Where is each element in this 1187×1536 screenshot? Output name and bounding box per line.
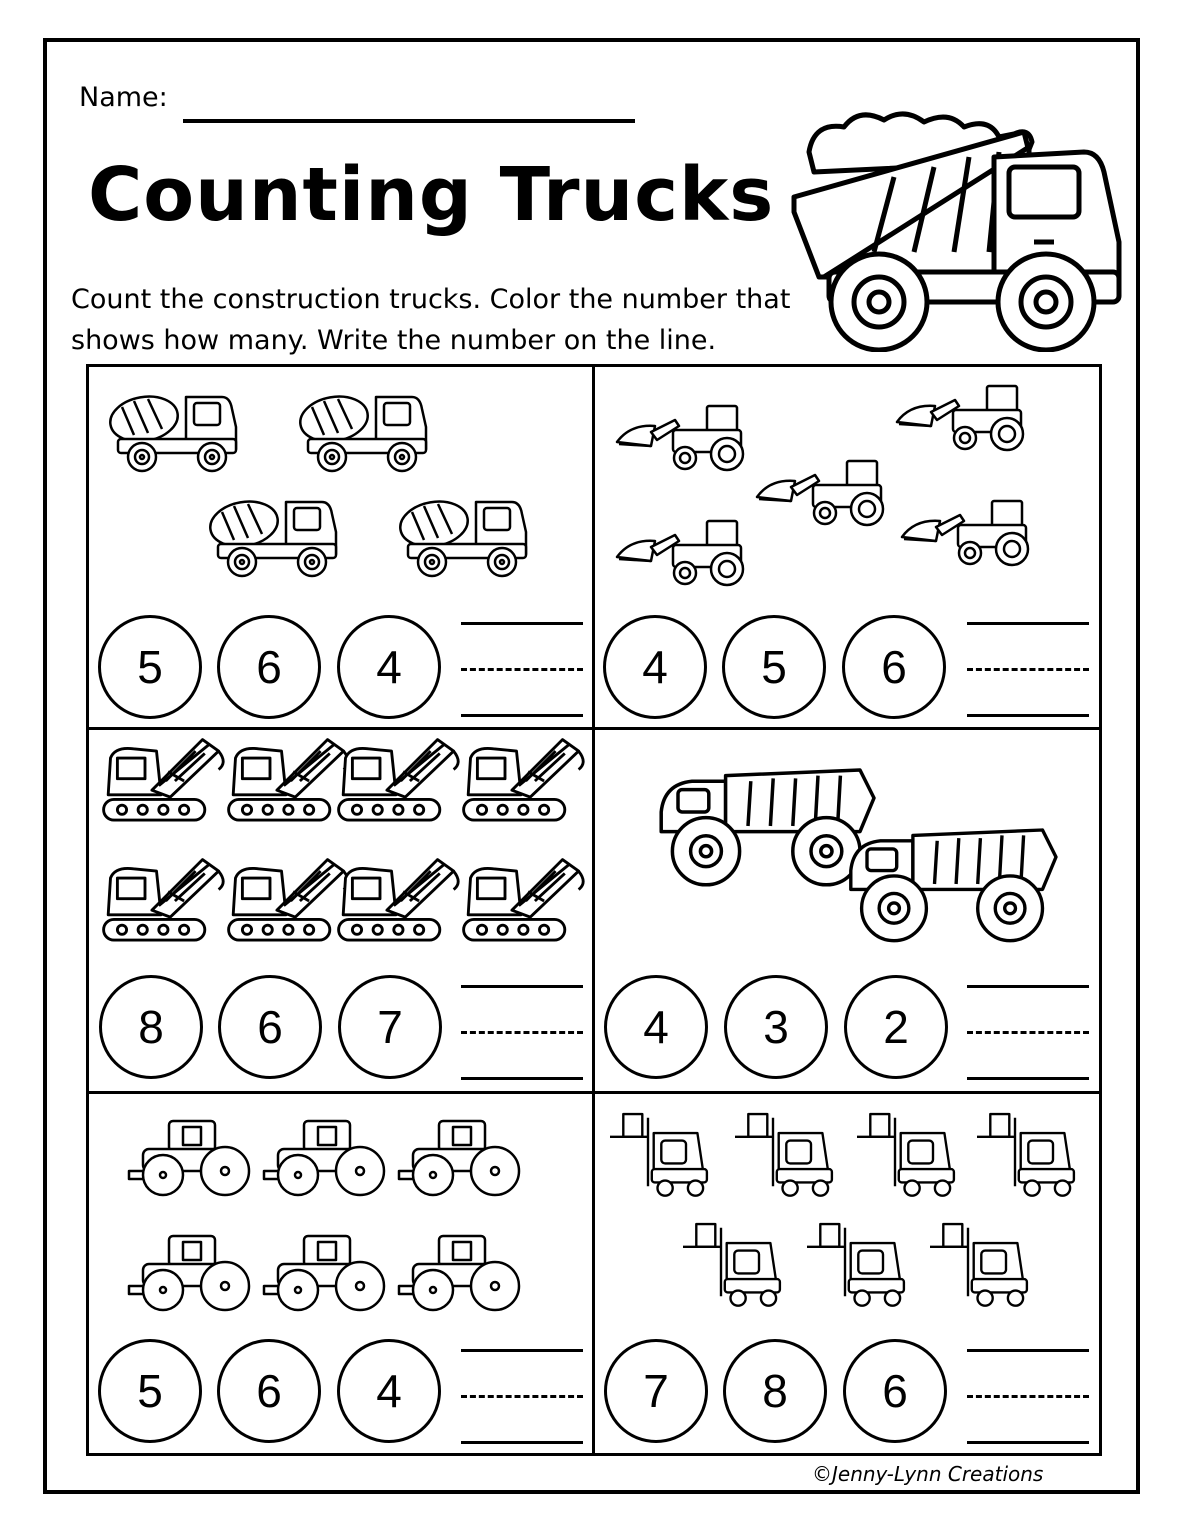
tractor-loader-group [595, 367, 1100, 607]
answer-line-top [967, 622, 1089, 625]
choice-circle[interactable]: 5 [98, 1339, 202, 1443]
cell-tractor-loaders [595, 367, 1100, 729]
answer-line-bottom [967, 1077, 1089, 1080]
dump-truck-icon [661, 770, 874, 885]
choice-circle[interactable]: 2 [844, 975, 948, 1079]
answer-line-mid[interactable] [461, 1031, 583, 1034]
tractor-loader-icon [897, 386, 1023, 450]
forklift-icon [977, 1114, 1074, 1196]
cement-mixer-group [89, 367, 594, 607]
road-roller-icon [129, 1121, 249, 1195]
road-roller-icon [264, 1236, 384, 1310]
cement-mixer-icon [207, 496, 336, 576]
answer-line-top [967, 1349, 1089, 1352]
crawler-crane-icon [464, 860, 584, 941]
crawler-crane-icon [464, 740, 584, 821]
choice-circle[interactable]: 7 [338, 975, 442, 1079]
crawler-crane-icon [229, 740, 349, 821]
crawler-crane-icon [229, 860, 349, 941]
crawler-crane-icon [339, 740, 459, 821]
answer-line-mid[interactable] [967, 1031, 1089, 1034]
choice-circle[interactable]: 5 [722, 615, 826, 719]
choice-circle[interactable]: 4 [604, 975, 708, 1079]
answer-line-bottom [461, 1077, 583, 1080]
answer-line-top [461, 985, 583, 988]
answer-line-top [967, 985, 1089, 988]
choice-circle[interactable]: 4 [337, 615, 441, 719]
answer-line-mid[interactable] [461, 668, 583, 671]
cell-road-rollers [89, 1094, 594, 1456]
road-roller-icon [399, 1121, 519, 1195]
answer-line-bottom [461, 714, 583, 717]
forklift-icon [610, 1114, 707, 1196]
crawler-crane-icon [339, 860, 459, 941]
name-label: Name: [79, 82, 168, 113]
tractor-loader-icon [617, 521, 743, 585]
instructions: Count the construction trucks. Color the number that shows how many. Write the number on the line. [71, 284, 791, 356]
choice-circle[interactable]: 6 [217, 615, 321, 719]
forklift-group [595, 1094, 1100, 1334]
answer-line-mid[interactable] [967, 1395, 1089, 1398]
answer-line-mid[interactable] [461, 1395, 583, 1398]
road-roller-icon [264, 1121, 384, 1195]
cement-mixer-icon [297, 391, 426, 471]
credit-text: ©Jenny-Lynn Creations [812, 1462, 1044, 1486]
forklift-icon [930, 1224, 1027, 1306]
crawler-crane-icon [104, 740, 224, 821]
choice-circle[interactable]: 6 [218, 975, 322, 1079]
road-roller-group [89, 1094, 594, 1334]
choice-circle[interactable]: 4 [603, 615, 707, 719]
tractor-loader-icon [902, 501, 1028, 565]
dump-truck-illustration-icon [784, 102, 1124, 352]
cell-cement-mixers [89, 367, 594, 729]
cell-cranes [89, 730, 594, 1092]
choice-circle[interactable]: 8 [723, 1339, 827, 1443]
dump-truck-group [595, 730, 1100, 970]
road-roller-icon [399, 1236, 519, 1310]
tractor-loader-icon [617, 406, 743, 470]
road-roller-icon [129, 1236, 249, 1310]
page-title: Counting Trucks [88, 152, 775, 238]
crawler-crane-icon [104, 860, 224, 941]
forklift-icon [807, 1224, 904, 1306]
choice-circle[interactable]: 5 [98, 615, 202, 719]
answer-line-bottom [461, 1441, 583, 1444]
answer-line-bottom [967, 714, 1089, 717]
choice-circle[interactable]: 6 [217, 1339, 321, 1443]
choice-circle[interactable]: 4 [337, 1339, 441, 1443]
choice-circle[interactable]: 3 [724, 975, 828, 1079]
forklift-icon [857, 1114, 954, 1196]
answer-line-bottom [967, 1441, 1089, 1444]
name-write-line[interactable] [183, 119, 635, 123]
forklift-icon [735, 1114, 832, 1196]
cement-mixer-icon [397, 496, 526, 576]
tractor-loader-icon [757, 461, 883, 525]
answer-line-mid[interactable] [967, 668, 1089, 671]
cell-forklifts [595, 1094, 1100, 1456]
forklift-icon [683, 1224, 780, 1306]
choice-circle[interactable]: 7 [604, 1339, 708, 1443]
crawler-crane-group [89, 730, 594, 970]
cement-mixer-icon [107, 391, 236, 471]
choice-circle[interactable]: 6 [843, 1339, 947, 1443]
choice-circle[interactable]: 6 [842, 615, 946, 719]
cell-dump-trucks [595, 730, 1100, 1092]
answer-line-top [461, 622, 583, 625]
answer-line-top [461, 1349, 583, 1352]
choice-circle[interactable]: 8 [99, 975, 203, 1079]
dump-truck-icon [851, 830, 1056, 941]
